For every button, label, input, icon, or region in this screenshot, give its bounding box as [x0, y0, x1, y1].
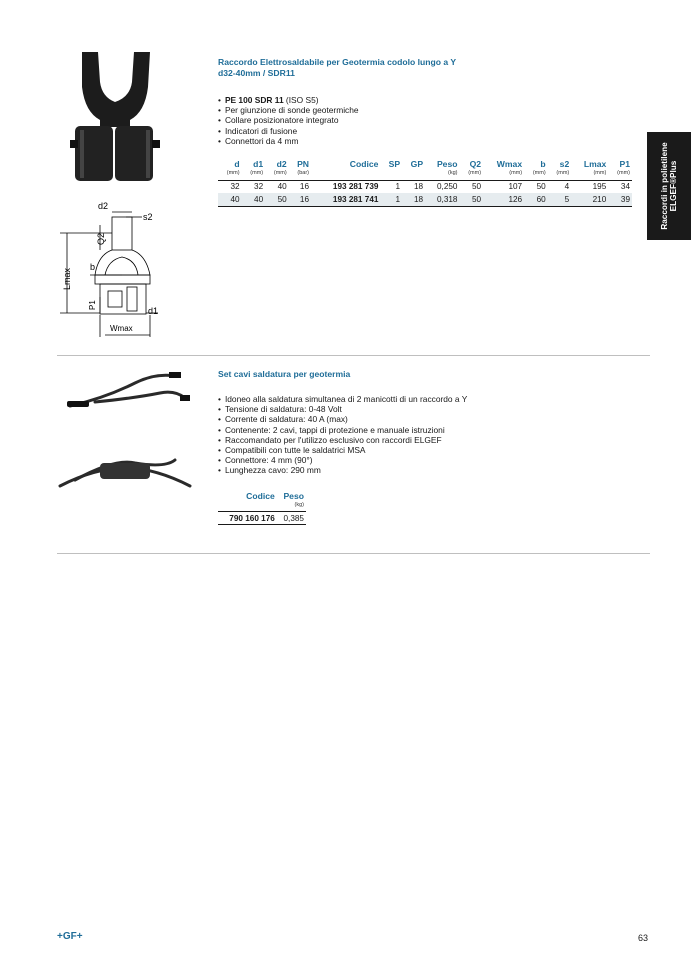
title-line2: d32-40mm / SDR11 — [218, 68, 295, 78]
table-cell: 0,385 — [277, 512, 306, 525]
unit-label: (bar) — [289, 170, 311, 180]
table-cell: 60 — [524, 193, 548, 206]
feature-item: • Contenente: 2 cavi, tappi di protezione e manuale istruzioni — [218, 425, 467, 435]
section-tab — [647, 132, 691, 240]
unit-label: (mm) — [218, 170, 242, 180]
product1-features — [218, 95, 632, 146]
table-cell: 16 — [299, 182, 310, 192]
unit-label: (mm) — [242, 170, 266, 180]
product2-section — [218, 369, 467, 525]
table-cell: 50 — [265, 193, 289, 206]
table-cell: 16 — [289, 193, 311, 206]
feature-item: • Per giunzione di sonde geotermiche — [218, 105, 632, 115]
tab-line2: ELGEF®Plus — [669, 160, 678, 212]
feature-item: • Idoneo alla saldatura simultanea di 2 manicotti di un raccordo a Y — [218, 394, 467, 404]
table-cell: 18 — [402, 193, 425, 206]
label-b: b — [90, 262, 96, 272]
product1-section — [218, 57, 632, 207]
column-header: GP — [410, 159, 424, 170]
unit-label — [380, 170, 402, 180]
unit-label: (mm) — [608, 170, 632, 180]
table-cell: 195 — [592, 182, 607, 192]
feature-item: • Connettore: 4 mm (90°) — [218, 455, 467, 465]
column-header: b — [540, 159, 546, 170]
table-cell: 40 — [277, 182, 287, 192]
feature-item: • Raccomandato per l'utilizzo esclusivo con raccordi ELGEF — [218, 435, 467, 445]
unit-label: (mm) — [524, 170, 548, 180]
table-cell: 32 — [254, 182, 264, 192]
unit-label: (mm) — [265, 170, 289, 180]
gf-logo: +GF+ — [57, 931, 83, 942]
table-cell: 40 — [242, 193, 266, 206]
feature-item: • Collare posizionatore integrato — [218, 115, 632, 125]
product2-features — [218, 394, 467, 476]
table-cell: 18 — [413, 182, 424, 192]
column-header: PN — [297, 159, 310, 170]
unit-label: (kg) — [425, 170, 459, 180]
table-cell: 32 — [230, 182, 240, 192]
table-cell: 790 160 176 — [218, 512, 277, 525]
page-number: 63 — [638, 933, 649, 943]
section-divider — [57, 553, 650, 554]
table-cell: 0,250 — [436, 182, 458, 192]
feature-item: • Compatibili con tutte le saldatrici MSA — [218, 445, 467, 455]
table-cell: 210 — [571, 193, 608, 206]
section-divider — [57, 355, 650, 356]
feature-item: • Lunghezza cavo: 290 mm — [218, 465, 467, 475]
column-header: d2 — [276, 159, 287, 170]
tab-line1: Raccordi in polietilene — [660, 142, 669, 230]
feature-item: • Corrente di saldatura: 40 A (max) — [218, 414, 467, 424]
column-header: Peso — [436, 159, 458, 170]
table-cell: 50 — [459, 193, 483, 206]
feature-bold: PE 100 SDR 11 — [224, 95, 284, 105]
column-header: P1 — [619, 159, 630, 170]
unit-label: (kg) — [277, 502, 306, 512]
column-header: Codice — [246, 490, 275, 501]
product2-title: Set cavi saldatura per geotermia — [218, 369, 351, 379]
table-cell: 1 — [380, 193, 402, 206]
table-cell: 4 — [564, 182, 570, 192]
feature-item — [218, 95, 632, 105]
column-header: Lmax — [583, 159, 607, 170]
column-header: SP — [388, 159, 401, 170]
unit-label — [402, 170, 425, 180]
product1-table — [218, 158, 632, 207]
table-cell: 50 — [536, 182, 546, 192]
feature-rest: (ISO S5) — [283, 95, 319, 105]
table-cell: 126 — [483, 193, 524, 206]
column-header: Peso — [283, 490, 304, 501]
column-header: s2 — [559, 159, 570, 170]
unit-label: (mm) — [571, 170, 608, 180]
y-fitting-photo — [60, 42, 170, 192]
label-wmax: Wmax — [110, 324, 133, 333]
column-header: Q2 — [469, 159, 482, 170]
label-d1: d1 — [148, 306, 159, 316]
unit-label: (mm) — [459, 170, 483, 180]
label-s2: s2 — [143, 212, 153, 222]
column-header: d — [234, 159, 240, 170]
column-header: Codice — [349, 159, 379, 170]
label-q2: Q2 — [96, 232, 106, 245]
column-header: d1 — [253, 159, 264, 170]
table-cell: 40 — [218, 193, 242, 206]
unit-label: (mm) — [548, 170, 572, 180]
feature-item: • Tensione di saldatura: 0-48 Volt — [218, 404, 467, 414]
table-cell: 0,318 — [425, 193, 459, 206]
label-d2: d2 — [98, 201, 109, 211]
table-cell: 5 — [548, 193, 572, 206]
label-lmax: Lmax — [62, 267, 72, 290]
product2-table — [218, 490, 306, 526]
table-cell: 34 — [620, 182, 630, 192]
cable-set-photo — [55, 368, 200, 498]
table-cell: 50 — [471, 182, 482, 192]
table-cell: 193 281 741 — [311, 193, 380, 206]
column-header: Wmax — [496, 159, 523, 170]
feature-item: • Connettori da 4 mm — [218, 136, 632, 146]
unit-label — [311, 170, 380, 180]
unit-label — [218, 502, 277, 512]
table-cell: 1 — [395, 182, 401, 192]
title-line1: Raccordo Elettrosaldabile per Geotermia codolo lungo a Y — [218, 57, 457, 67]
table-cell: 39 — [608, 193, 632, 206]
label-p1: P1 — [88, 300, 97, 310]
product1-title — [218, 57, 632, 79]
technical-drawing — [50, 195, 170, 340]
unit-label: (mm) — [483, 170, 524, 180]
table-cell: 193 281 739 — [332, 182, 379, 192]
feature-item: • Indicatori di fusione — [218, 126, 632, 136]
table-cell: 107 — [508, 182, 523, 192]
